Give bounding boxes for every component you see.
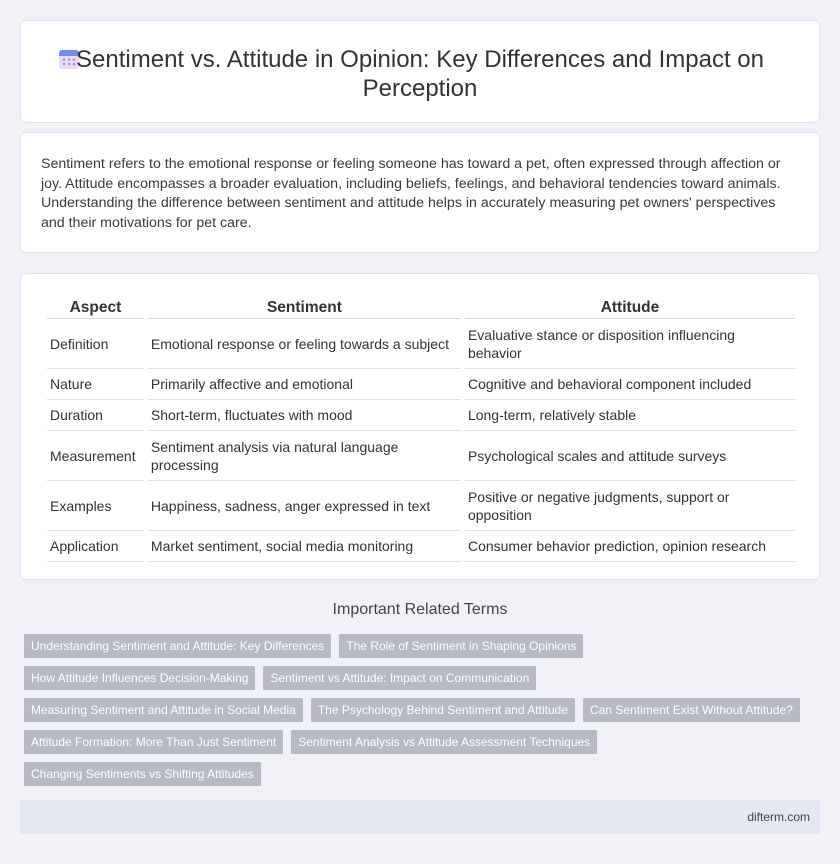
aspect-cell: Application bbox=[47, 531, 144, 562]
table-row bbox=[47, 319, 795, 369]
related-term-link[interactable]: Understanding Sentiment and Attitude: Key Differences bbox=[24, 634, 331, 658]
aspect-cell: Definition bbox=[47, 319, 144, 369]
aspect-cell: Duration bbox=[47, 400, 144, 431]
header-attitude: Attitude bbox=[465, 294, 795, 319]
comparison-card bbox=[20, 273, 820, 580]
page-title: Sentiment vs. Attitude in Opinion: Key Differences and Impact on Perception bbox=[76, 46, 764, 102]
aspect-cell: Measurement bbox=[47, 431, 144, 481]
related-term-link[interactable]: The Psychology Behind Sentiment and Attitude bbox=[311, 698, 575, 722]
sentiment-cell: Happiness, sadness, anger expressed in text bbox=[148, 481, 461, 531]
attitude-cell: Psychological scales and attitude surveys bbox=[465, 431, 795, 481]
header-sentiment: Sentiment bbox=[148, 294, 461, 319]
attitude-cell: Evaluative stance or disposition influencing behavior bbox=[465, 319, 795, 369]
attitude-cell: Positive or negative judgments, support or opposition bbox=[465, 481, 795, 531]
table-row bbox=[47, 400, 795, 431]
related-term-link[interactable]: How Attitude Influences Decision-Making bbox=[24, 666, 255, 690]
aspect-cell: Examples bbox=[47, 481, 144, 531]
footer bbox=[20, 800, 820, 834]
related-terms-heading: Important Related Terms bbox=[332, 601, 508, 618]
related-term-link[interactable]: Sentiment Analysis vs Attitude Assessment Techniques bbox=[291, 730, 597, 754]
attitude-cell: Long-term, relatively stable bbox=[465, 400, 795, 431]
footer-site-link[interactable]: difterm.com bbox=[747, 810, 810, 824]
related-term-link[interactable]: Sentiment vs Attitude: Impact on Communication bbox=[263, 666, 536, 690]
table-row bbox=[47, 531, 795, 562]
aspect-cell: Nature bbox=[47, 369, 144, 400]
attitude-cell: Cognitive and behavioral component included bbox=[465, 369, 795, 400]
title-card bbox=[20, 20, 820, 123]
sentiment-cell: Sentiment analysis via natural language processing bbox=[148, 431, 461, 481]
intro-card bbox=[20, 132, 820, 253]
sentiment-cell: Primarily affective and emotional bbox=[148, 369, 461, 400]
sentiment-cell: Short-term, fluctuates with mood bbox=[148, 400, 461, 431]
intro-paragraph: Sentiment refers to the emotional response or feeling someone has toward a pet, often expressed through affection or joy. Attitude encompasses a broader evaluation, including beliefs, feelings, and behavioral tendencies toward animals. Understanding the difference between sentiment and attitude helps in accurately measuring pet owners' perspectives and their motivations for pet care. bbox=[41, 156, 781, 231]
related-term-link[interactable]: Measuring Sentiment and Attitude in Social Media bbox=[24, 698, 303, 722]
related-term-link[interactable]: Can Sentiment Exist Without Attitude? bbox=[583, 698, 800, 722]
table-row bbox=[47, 431, 795, 481]
related-term-link[interactable]: Attitude Formation: More Than Just Sentiment bbox=[24, 730, 283, 754]
related-term-link[interactable]: The Role of Sentiment in Shaping Opinions bbox=[339, 634, 583, 658]
table-row bbox=[47, 481, 795, 531]
attitude-cell: Consumer behavior prediction, opinion research bbox=[465, 531, 795, 562]
related-term-link[interactable]: Changing Sentiments vs Shifting Attitudes bbox=[24, 762, 261, 786]
related-terms-list bbox=[24, 634, 814, 794]
sentiment-cell: Market sentiment, social media monitoring bbox=[148, 531, 461, 562]
header-aspect: Aspect bbox=[47, 294, 144, 319]
table-row bbox=[47, 369, 795, 400]
comparison-table bbox=[43, 294, 799, 562]
sentiment-cell: Emotional response or feeling towards a subject bbox=[148, 319, 461, 369]
